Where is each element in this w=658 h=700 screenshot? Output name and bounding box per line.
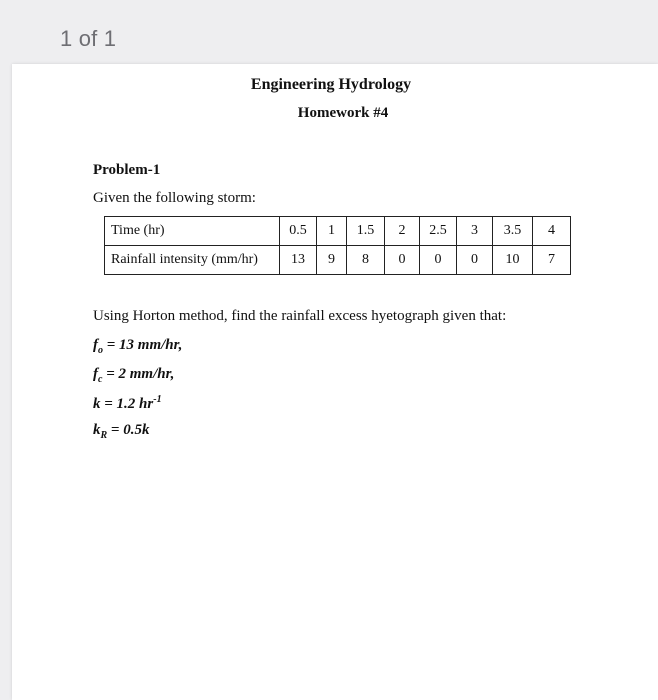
row-label-time: Time (hr) [105,217,280,246]
intensity-cell: 13 [280,246,317,275]
document-title: Engineering Hydrology [250,76,412,93]
intensity-cell: 0 [420,246,457,275]
given-f0-symbol: f [93,337,98,353]
time-cell: 3.5 [493,217,533,246]
intensity-cell: 0 [457,246,493,275]
document-subtitle: Homework #4 [297,105,389,121]
time-cell: 4 [533,217,571,246]
time-cell: 2.5 [420,217,457,246]
given-fc-subscript: c [98,374,103,385]
given-fc-value: = 2 mm/hr, [106,366,175,382]
problem-heading: Problem-1 [93,162,161,178]
given-f0-subscript: o [98,345,103,356]
problem-question: Using Horton method, find the rainfall excess hyetograph given that: [93,308,507,324]
given-fc-symbol: f [93,366,98,382]
time-cell: 0.5 [280,217,317,246]
intensity-cell: 9 [317,246,347,275]
given-f0-value: = 13 mm/hr, [106,337,183,353]
intensity-cell: 0 [385,246,420,275]
given-k-superscript: -1 [153,394,162,405]
given-kr-subscript: R [100,430,108,441]
table-row-time [105,217,571,246]
time-cell: 1.5 [347,217,385,246]
given-kr-value: = 0.5k [110,422,150,438]
time-cell: 1 [317,217,347,246]
given-k [93,394,162,413]
given-fc [93,366,174,385]
storm-table [104,216,571,275]
intensity-cell: 8 [347,246,385,275]
time-cell: 2 [385,217,420,246]
given-f0 [93,337,182,356]
given-kr [93,422,149,441]
table-row-intensity [105,246,571,275]
problem-intro: Given the following storm: [93,190,256,206]
given-kr-symbol: k [93,422,101,438]
time-cell: 3 [457,217,493,246]
intensity-cell: 7 [533,246,571,275]
page-indicator: 1 of 1 [60,26,117,51]
given-k-value: k = 1.2 hr [93,396,154,412]
row-label-intensity: Rainfall intensity (mm/hr) [105,246,280,275]
intensity-cell: 10 [493,246,533,275]
